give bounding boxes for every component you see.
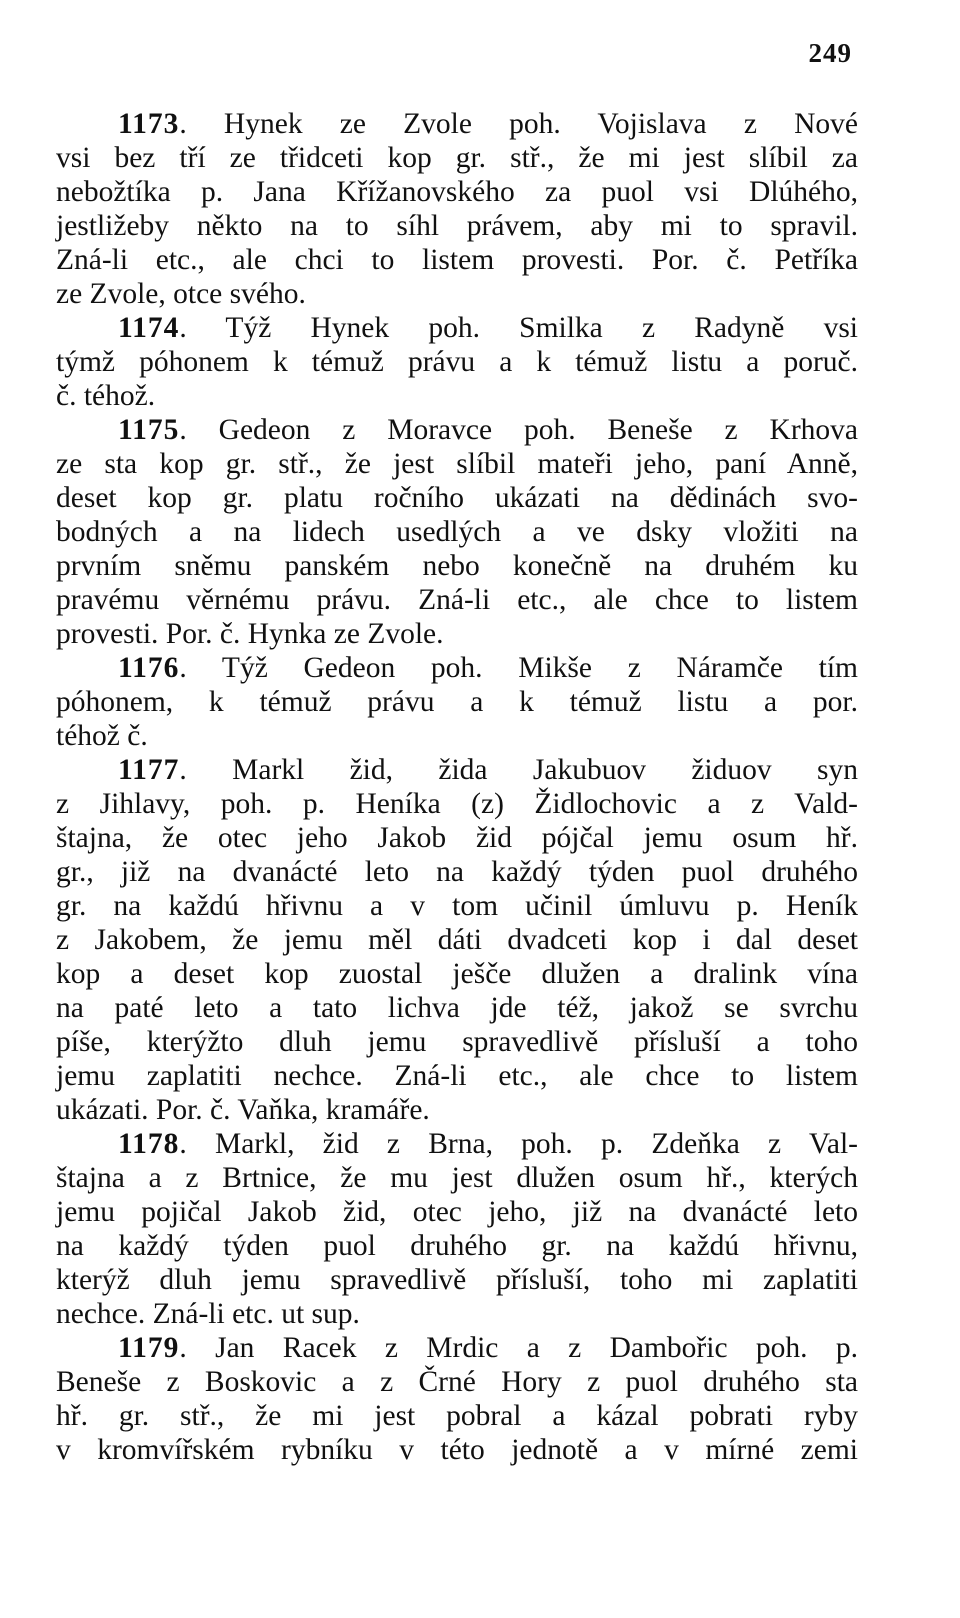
line-text: provesti. Por. č. Hynka ze Zvole. — [56, 618, 444, 650]
line-text: na každý týden puol druhého gr. na každú hřivnu, — [56, 1230, 858, 1262]
entry-number: 1175 — [118, 414, 180, 446]
line-text: z Jakobem, že jemu měl dáti dvadceti kop i dal deset — [56, 924, 858, 956]
line-text: píše, kterýžto dluh jemu spravedlivě přísluší a toho — [56, 1026, 858, 1058]
text-line — [56, 175, 858, 209]
line-text: bodných a na lidech usedlých a ve dsky vložiti na — [56, 516, 858, 548]
line-text: nebožtíka p. Jana Křížanovského za puol vsi Dlúhého, — [56, 176, 858, 208]
entry-first-line — [56, 1331, 858, 1365]
line-text: téhož č. — [56, 720, 148, 752]
line-text: prvním sněmu panském nebo konečně na druhém ku — [56, 550, 858, 582]
line-text: . Týž Gedeon poh. Mikše z Náramče tím — [179, 652, 858, 684]
text-line — [56, 1059, 858, 1093]
text-line — [56, 1297, 858, 1331]
entry-first-line — [56, 107, 858, 141]
text-line — [56, 209, 858, 243]
entry-first-line — [56, 413, 858, 447]
line-text: z Jihlavy, poh. p. Heníka (z) Židlochovic a z Vald- — [56, 788, 858, 820]
entry-number: 1174 — [118, 312, 180, 344]
line-text: týmž póhonem k témuž právu a k témuž listu a poruč. — [56, 346, 858, 378]
text-line — [56, 821, 858, 855]
entry-number: 1178 — [118, 1128, 180, 1160]
text-line — [56, 923, 858, 957]
text-line — [56, 481, 858, 515]
line-text: . Markl, žid z Brna, poh. p. Zdeňka z Val- — [179, 1128, 858, 1160]
line-text: ze sta kop gr. stř., že jest slíbil mateři jeho, paní Anně, — [56, 448, 858, 480]
line-text: Beneše z Boskovic a z Črné Hory z puol druhého sta — [56, 1366, 858, 1398]
entry-number: 1177 — [118, 754, 180, 786]
text-line — [56, 617, 858, 651]
line-text: gr. na každú hřivnu a v tom učinil úmluvu p. Heník — [56, 890, 858, 922]
text-line — [56, 447, 858, 481]
text-line — [56, 991, 858, 1025]
line-text: jestližeby někto na to síhl právem, aby mi to spravil. — [56, 210, 858, 242]
line-text: č. téhož. — [56, 380, 156, 412]
line-text: štajna a z Brtnice, že mu jest dlužen osum hř., kterých — [56, 1162, 858, 1194]
entry-first-line — [56, 753, 858, 787]
line-text: pravému věrnému právu. Zná-li etc., ale chce to listem — [56, 584, 858, 616]
text-line — [56, 1433, 858, 1467]
line-text: vsi bez tří ze třidceti kop gr. stř., že mi jest slíbil za — [56, 142, 858, 174]
line-text: . Markl žid, žida Jakubuov židuov syn — [179, 754, 858, 786]
line-text: . Gedeon z Moravce poh. Beneše z Krhova — [179, 414, 858, 446]
entry-first-line — [56, 651, 858, 685]
line-text: Zná-li etc., ale chci to listem provesti. Por. č. Petříka — [56, 244, 858, 276]
text-line — [56, 685, 858, 719]
line-text: deset kop gr. platu ročního ukázati na dědinách svo- — [56, 482, 858, 514]
text-line — [56, 1093, 858, 1127]
text-line — [56, 889, 858, 923]
line-text: jemu pojičal Jakob žid, otec jeho, již na dvanácté leto — [56, 1196, 858, 1228]
text-line — [56, 787, 858, 821]
page-number: 249 — [808, 38, 852, 68]
line-text: kterýž dluh jemu spravedlivě přísluší, toho mi zaplatiti — [56, 1264, 858, 1296]
entry-number: 1179 — [118, 1332, 180, 1364]
text-line — [56, 1365, 858, 1399]
text-line — [56, 1195, 858, 1229]
text-line — [56, 515, 858, 549]
text-line — [56, 345, 858, 379]
line-text: kop a deset kop zuostal ješče dlužen a dralink vína — [56, 958, 858, 990]
line-text: v kromvířském rybníku v této jednotě a v mírné zemi — [56, 1434, 858, 1466]
entry-number: 1173 — [118, 108, 180, 140]
text-line — [56, 141, 858, 175]
line-text: . Hynek ze Zvole poh. Vojislava z Nové — [179, 108, 858, 140]
text-line — [56, 1025, 858, 1059]
text-line — [56, 855, 858, 889]
text-body — [56, 107, 858, 1467]
line-text: ze Zvole, otce svého. — [56, 278, 306, 310]
text-line — [56, 277, 858, 311]
entry-first-line — [56, 1127, 858, 1161]
line-text: na paté leto a tato lichva jde též, jakož se svrchu — [56, 992, 858, 1024]
text-line — [56, 549, 858, 583]
line-text: štajna, že otec jeho Jakob žid pójčal jemu osum hř. — [56, 822, 858, 854]
text-line — [56, 243, 858, 277]
line-text: ukázati. Por. č. Vaňka, kramáře. — [56, 1094, 430, 1126]
line-text: póhonem, k témuž právu a k témuž listu a por. — [56, 686, 858, 718]
line-text: nechce. Zná-li etc. ut sup. — [56, 1298, 360, 1330]
line-text: jemu zaplatiti nechce. Zná-li etc., ale chce to listem — [56, 1060, 858, 1092]
entry-number: 1176 — [118, 652, 180, 684]
text-line — [56, 379, 858, 413]
text-line — [56, 1399, 858, 1433]
text-line — [56, 957, 858, 991]
entry-first-line — [56, 311, 858, 345]
text-line — [56, 1161, 858, 1195]
text-line — [56, 1263, 858, 1297]
line-text: . Jan Racek z Mrdic a z Dambořic poh. p. — [179, 1332, 858, 1364]
line-text: . Týž Hynek poh. Smilka z Radyně vsi — [179, 312, 858, 344]
line-text: gr., již na dvanácté leto na každý týden puol druhého — [56, 856, 858, 888]
line-text: hř. gr. stř., že mi jest pobral a kázal pobrati ryby — [56, 1400, 858, 1432]
text-line — [56, 1229, 858, 1263]
text-line — [56, 719, 858, 753]
text-line — [56, 583, 858, 617]
